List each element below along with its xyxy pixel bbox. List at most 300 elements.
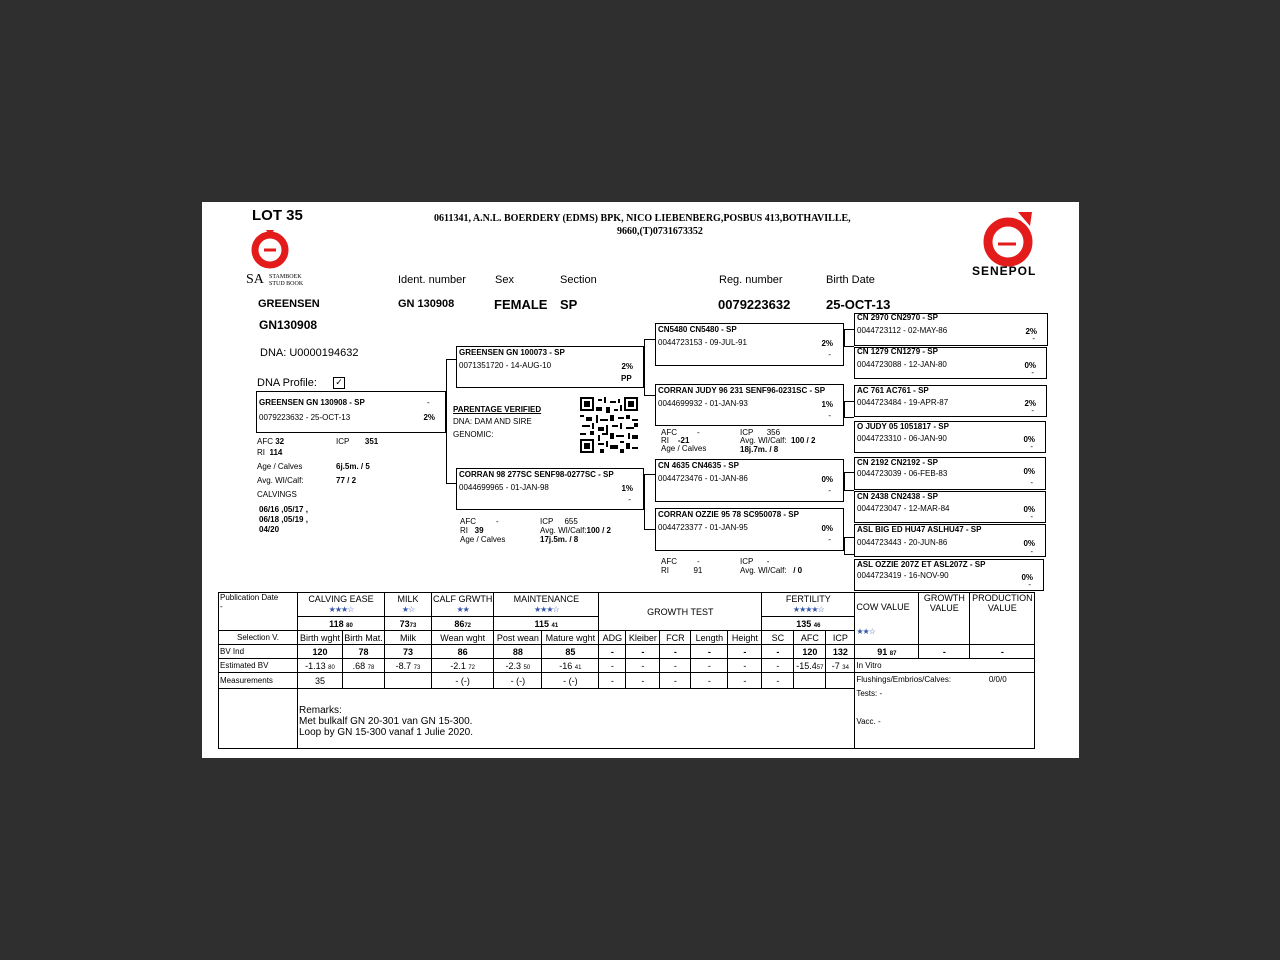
ggp-dash: - bbox=[1030, 512, 1033, 521]
grandparent-pct: 1% bbox=[821, 400, 833, 409]
header-reg: Reg. number bbox=[719, 274, 783, 286]
ggp-pct: 0% bbox=[1023, 467, 1035, 476]
ebv-acc: 41 bbox=[574, 664, 582, 671]
bv-cell: - bbox=[691, 645, 728, 659]
grandparent-reg: 0044723377 - 01-JAN-95 bbox=[658, 523, 748, 532]
remarks-label: Remarks: bbox=[299, 705, 342, 716]
grandparent-box bbox=[655, 459, 844, 502]
meas-cell bbox=[826, 673, 855, 689]
sel-maint bbox=[494, 617, 599, 631]
studbook-logo bbox=[246, 226, 316, 290]
gp2-afc-value: - bbox=[697, 557, 700, 566]
ggp-name: ASL BIG ED HU47 ASLHU47 - SP bbox=[857, 525, 982, 534]
header-ident: Ident. number bbox=[398, 274, 466, 286]
growth-value-header: GROWTH VALUE bbox=[919, 593, 970, 645]
dam-afc bbox=[460, 517, 499, 526]
ggp-dash: - bbox=[1030, 478, 1033, 487]
growth-test-header: GROWTH TEST bbox=[599, 593, 762, 631]
icp-value: 351 bbox=[364, 437, 379, 446]
col-header: Birth Mat. bbox=[344, 632, 383, 643]
milk-header bbox=[385, 593, 432, 617]
col-header: Length bbox=[691, 631, 728, 645]
lot-number: LOT 35 bbox=[252, 207, 303, 224]
header-section: Section bbox=[560, 274, 597, 286]
grandparent-reg: 0044723476 - 01-JAN-86 bbox=[658, 474, 748, 483]
parentage-dna: DNA: DAM AND SIRE bbox=[453, 417, 532, 426]
grandparent-reg: 0044699932 - 01-JAN-93 bbox=[658, 399, 748, 408]
maintenance-header bbox=[494, 593, 599, 617]
ggp-name: CN 2438 CN2438 - SP bbox=[857, 492, 938, 501]
sire-reg: 0071351720 - 14-AUG-10 bbox=[459, 361, 552, 370]
great-grandparent-box bbox=[854, 491, 1046, 523]
ebv-cell bbox=[494, 659, 542, 673]
flush-value: 0/0/0 bbox=[988, 675, 1007, 684]
dam-icp bbox=[540, 517, 578, 526]
connector bbox=[844, 554, 854, 555]
connector bbox=[844, 346, 854, 347]
maintenance-stars-icon: ★★★☆ bbox=[534, 605, 559, 614]
meas-cell bbox=[385, 673, 432, 689]
ggp-dash: - bbox=[1028, 580, 1031, 589]
sel-label: Selection V. bbox=[219, 631, 298, 645]
grandparent-name: CN5480 CN5480 - SP bbox=[658, 325, 737, 334]
col-header: FCR bbox=[660, 631, 691, 645]
in-vitro-label: In Vitro bbox=[855, 659, 1035, 673]
pedigree-sheet bbox=[202, 202, 1079, 758]
subject-name: GREENSEN GN 130908 - SP bbox=[259, 398, 365, 407]
ebv-acc: 80 bbox=[328, 664, 335, 671]
remarks-line-2: Loop by GN 15-300 vanaf 1 Julie 2020. bbox=[299, 727, 474, 738]
bv-cell: - bbox=[599, 645, 626, 659]
connector bbox=[844, 417, 854, 418]
col-header: Wean wght bbox=[432, 631, 494, 645]
pub-date-dash: - bbox=[220, 602, 223, 611]
afc-value: 32 bbox=[275, 437, 285, 446]
production-value-header: PRODUCTION VALUE bbox=[970, 593, 1035, 645]
ggp-name: O JUDY 05 1051817 - SP bbox=[857, 422, 949, 431]
dna-profile-checkbox: ✓ bbox=[333, 377, 345, 389]
age-label: Age / Calves bbox=[257, 462, 303, 471]
grandparent-reg: 0044723153 - 09-JUL-91 bbox=[658, 338, 747, 347]
ebv-acc: 50 bbox=[523, 664, 531, 671]
gp2-ri-label: RI bbox=[661, 566, 669, 575]
sel-milk-value: 73 bbox=[399, 618, 410, 629]
ebv-cell bbox=[794, 659, 826, 673]
cow-value-title: COW VALUE bbox=[856, 602, 910, 612]
sel-calf-value: 86 bbox=[454, 618, 465, 629]
great-grandparent-box bbox=[854, 524, 1046, 557]
dam-ri bbox=[460, 526, 484, 535]
ebv-acc: 34 bbox=[842, 664, 849, 671]
gp2-icp-label: ICP bbox=[740, 557, 754, 566]
grandparent-name: CN 4635 CN4635 - SP bbox=[658, 461, 739, 470]
in-vitro-detail bbox=[855, 673, 1035, 749]
sel-fert-value: 135 bbox=[796, 618, 812, 629]
sire-extra: PP bbox=[621, 374, 632, 383]
grandparent-pct: 0% bbox=[821, 475, 833, 484]
ggp-reg: 0044723088 - 12-JAN-80 bbox=[857, 360, 947, 369]
ebv-cell: - bbox=[660, 659, 691, 673]
dam-name: CORRAN 98 277SC SENF98-0277SC - SP bbox=[459, 470, 614, 479]
great-grandparent-box bbox=[854, 313, 1048, 346]
qr-code bbox=[580, 397, 638, 453]
meas-cell: 35 bbox=[298, 673, 343, 689]
ebv-cell: - bbox=[691, 659, 728, 673]
grandparent-dash: - bbox=[828, 350, 831, 359]
ri-value: 114 bbox=[269, 448, 283, 457]
grandparent-box bbox=[655, 508, 844, 551]
col-header: ICP bbox=[826, 631, 855, 645]
parentage-title: PARENTAGE VERIFIED bbox=[453, 405, 542, 414]
cow-value-header bbox=[855, 593, 919, 645]
remarks-spacer bbox=[219, 689, 298, 749]
gp-ri-value: -21 bbox=[677, 436, 690, 445]
ebv-cell bbox=[542, 659, 599, 673]
connector bbox=[844, 401, 845, 417]
gp2-afc-label: AFC bbox=[661, 557, 677, 566]
gp-age-value: 18j.7m. / 8 bbox=[740, 445, 779, 454]
connector bbox=[844, 472, 854, 473]
ebv-value: -1.13 bbox=[305, 660, 326, 671]
ggp-name: CN 2192 CN2192 - SP bbox=[857, 458, 938, 467]
gp2-icp-value: - bbox=[766, 557, 770, 566]
ebv-value: -8.7 bbox=[395, 660, 412, 671]
dam-ri-label: RI bbox=[460, 526, 468, 535]
ggp-pct: 2% bbox=[1025, 327, 1037, 336]
dam-pct: 1% bbox=[621, 484, 633, 493]
bv-cell: 86 bbox=[432, 645, 494, 659]
gp2-wi bbox=[740, 566, 802, 575]
vacc-text: Vacc. - bbox=[856, 717, 881, 726]
great-grandparent-box bbox=[854, 559, 1044, 591]
dam-reg: 0044699965 - 01-JAN-98 bbox=[459, 483, 549, 492]
connector bbox=[644, 367, 645, 368]
ggp-name: CN 2970 CN2970 - SP bbox=[857, 313, 938, 322]
ri-label bbox=[257, 448, 282, 457]
grandparent-box bbox=[655, 384, 844, 426]
sel-fert bbox=[762, 617, 855, 631]
ebv-value: -15.4 bbox=[796, 660, 817, 671]
dam-age-label: Age / Calves bbox=[460, 535, 506, 544]
ggp-pct: 0% bbox=[1023, 539, 1035, 548]
bv-cell: 73 bbox=[385, 645, 432, 659]
subject-reg: 0079223632 - 25-OCT-13 bbox=[259, 413, 351, 422]
dam-icp-value: 655 bbox=[564, 517, 578, 526]
ebv-value: -2.1 bbox=[450, 660, 466, 671]
meas-cell: - (-) bbox=[432, 673, 494, 689]
tests-text: Tests: - bbox=[856, 689, 883, 698]
bv-cell: 78 bbox=[343, 645, 385, 659]
sel-maint-value: 115 bbox=[534, 618, 549, 629]
grandparent-dash: - bbox=[828, 486, 831, 495]
bv-cell: - bbox=[626, 645, 660, 659]
ebv-cell bbox=[385, 659, 432, 673]
connector bbox=[844, 537, 845, 554]
pub-date-cell bbox=[219, 593, 298, 631]
calvings-3: 04/20 bbox=[259, 525, 280, 534]
ebv-cell: - bbox=[728, 659, 762, 673]
ggp-reg: 0044723112 - 02-MAY-86 bbox=[857, 326, 948, 335]
meas-cell: - bbox=[599, 673, 626, 689]
bv-cell: - bbox=[762, 645, 794, 659]
gp-icp-value: 356 bbox=[766, 428, 781, 437]
gp-wi-value: 100 / 2 bbox=[790, 436, 816, 445]
gp2-ri-value: 91 bbox=[693, 566, 703, 575]
bv-cell: 120 bbox=[298, 645, 343, 659]
pub-date-label: Publication Date bbox=[220, 593, 279, 602]
ggp-reg: 0044723310 - 06-JAN-90 bbox=[857, 434, 947, 443]
gv-bv: - bbox=[919, 645, 970, 659]
dam-ri-value: 39 bbox=[474, 526, 484, 535]
connector bbox=[844, 401, 854, 402]
pv-bv: - bbox=[970, 645, 1035, 659]
animal-herd: GREENSEN bbox=[258, 298, 320, 310]
cow-bv bbox=[855, 645, 919, 659]
calving-ease-header bbox=[298, 593, 385, 617]
ggp-dash: - bbox=[1031, 406, 1034, 415]
ebv-cell bbox=[432, 659, 494, 673]
ggp-dash: - bbox=[1030, 547, 1033, 556]
gp-afc-label: AFC bbox=[661, 428, 677, 437]
cow-stars-icon: ★★☆ bbox=[856, 627, 875, 636]
animal-section: SP bbox=[560, 297, 578, 312]
ebv-acc: 57 bbox=[816, 664, 824, 671]
fertility-title: FERTILITY bbox=[785, 594, 831, 604]
sire-pct: 2% bbox=[621, 362, 633, 371]
sel-maint-acc: 41 bbox=[551, 622, 559, 629]
owner-line-2: 9660,(T)0731673352 bbox=[617, 226, 703, 237]
dam-dash: - bbox=[628, 495, 631, 504]
bv-cell: 132 bbox=[826, 645, 855, 659]
meas-cell bbox=[343, 673, 385, 689]
gp-wi-label: Avg. WI/Calf: bbox=[740, 436, 787, 445]
gp2-ri bbox=[661, 566, 702, 575]
dna-profile-label: DNA Profile: bbox=[257, 377, 317, 389]
connector bbox=[844, 472, 845, 490]
gp-wi bbox=[740, 436, 815, 445]
meas-label: Measurements bbox=[219, 673, 298, 689]
gp-icp-label: ICP bbox=[740, 428, 754, 437]
calvings-label: CALVINGS bbox=[257, 490, 297, 499]
col-header: Milk bbox=[385, 631, 432, 645]
remarks-cell bbox=[298, 689, 855, 749]
milk-title: MILK bbox=[397, 594, 419, 604]
sel-calving-acc: 80 bbox=[346, 622, 353, 629]
afc-label bbox=[257, 437, 284, 446]
grandparent-pct: 2% bbox=[821, 339, 833, 348]
animal-ident: GN 130908 bbox=[398, 298, 455, 310]
meas-cell: - bbox=[728, 673, 762, 689]
dam-age-value: 17j.5m. / 8 bbox=[540, 535, 579, 544]
great-grandparent-box bbox=[854, 385, 1047, 417]
meas-cell: - bbox=[691, 673, 728, 689]
animal-birth: 25-OCT-13 bbox=[826, 297, 891, 312]
meas-cell: - bbox=[762, 673, 794, 689]
sire-box bbox=[456, 346, 644, 388]
calf-stars-icon: ★★ bbox=[456, 605, 469, 614]
ggp-pct: 0% bbox=[1024, 361, 1036, 370]
great-grandparent-box bbox=[854, 347, 1047, 379]
gp-afc-value: - bbox=[697, 428, 700, 437]
ebv-value: -7 bbox=[831, 660, 840, 671]
age-value: 6j.5m. / 5 bbox=[336, 462, 370, 471]
sel-calving bbox=[298, 617, 385, 631]
ggp-pct: 2% bbox=[1024, 399, 1036, 408]
calvings-2: 06/18 ,05/19 , bbox=[259, 515, 308, 524]
ebv-acc: 72 bbox=[468, 664, 476, 671]
fertility-header bbox=[762, 593, 855, 617]
bv-cell: - bbox=[728, 645, 762, 659]
grandparent-dash: - bbox=[828, 411, 831, 420]
ebv-value: .68 bbox=[352, 660, 366, 671]
calving-stars-icon: ★★★☆ bbox=[328, 605, 354, 614]
icp-label-text: ICP bbox=[336, 437, 350, 446]
grandparent-pct: 0% bbox=[821, 524, 833, 533]
gp2-afc bbox=[661, 557, 700, 566]
ebv-value: -2.3 bbox=[505, 660, 521, 671]
subject-dash: - bbox=[427, 398, 430, 407]
header-sex: Sex bbox=[495, 274, 514, 286]
bv-cell: 85 bbox=[542, 645, 599, 659]
dam-afc-label: AFC bbox=[460, 517, 476, 526]
dna-number: DNA: U0000194632 bbox=[260, 347, 359, 359]
ebv-acc: 73 bbox=[413, 664, 421, 671]
ebv-acc: 78 bbox=[367, 664, 375, 671]
dam-wi-value: 100 / 2 bbox=[586, 526, 611, 535]
col-header: Post wean bbox=[494, 631, 542, 645]
ggp-pct: 0% bbox=[1023, 435, 1035, 444]
ebv-cell bbox=[343, 659, 385, 673]
ebv-cell bbox=[826, 659, 855, 673]
bv-cell: 120 bbox=[794, 645, 826, 659]
ggp-dash: - bbox=[1031, 368, 1034, 377]
ebv-label: Estimated BV bbox=[219, 659, 298, 673]
col-header: ADG bbox=[599, 631, 626, 645]
ggp-name: AC 761 AC761 - SP bbox=[857, 386, 929, 395]
senepol-logo-text: SENEPOL bbox=[972, 264, 1037, 278]
ggp-dash: - bbox=[1030, 442, 1033, 451]
great-grandparent-box bbox=[854, 457, 1046, 490]
calvings-1: 06/16 ,05/17 , bbox=[259, 505, 308, 514]
dam-afc-value: - bbox=[496, 517, 499, 526]
bv-cell: - bbox=[660, 645, 691, 659]
ggp-pct: 0% bbox=[1021, 573, 1033, 582]
ggp-reg: 0044723443 - 20-JUN-86 bbox=[857, 538, 948, 547]
cow-bv-value: 91 bbox=[877, 646, 888, 657]
sire-name: GREENSEN GN 100073 - SP bbox=[459, 348, 565, 357]
calf-growth-header bbox=[432, 593, 494, 617]
dam-icp-label: ICP bbox=[540, 517, 554, 526]
grandparent-box bbox=[655, 323, 844, 366]
connector bbox=[844, 329, 854, 330]
dam-box bbox=[456, 468, 644, 510]
animal-sex: FEMALE bbox=[494, 297, 548, 312]
col-header: AFC bbox=[794, 631, 826, 645]
ggp-name: CN 1279 CN1279 - SP bbox=[857, 347, 938, 356]
col-header: SC bbox=[762, 631, 794, 645]
col-header: Kleiber bbox=[626, 631, 660, 645]
cow-bv-acc: 87 bbox=[889, 650, 897, 657]
bv-cell: 88 bbox=[494, 645, 542, 659]
gp2-wi-value: / 0 bbox=[793, 566, 803, 575]
fertility-stars-icon: ★★★★☆ bbox=[792, 605, 824, 614]
connector bbox=[644, 339, 655, 340]
dam-wi bbox=[540, 526, 611, 535]
ggp-reg: 0044723047 - 12-MAR-84 bbox=[857, 504, 950, 513]
meas-cell: - (-) bbox=[542, 673, 599, 689]
grandparent-name: CORRAN JUDY 96 231 SENF96-0231SC - SP bbox=[658, 386, 826, 395]
ggp-reg: 0044723484 - 19-APR-87 bbox=[857, 398, 949, 407]
connector bbox=[844, 490, 854, 491]
logo-sa: SA bbox=[246, 272, 264, 287]
grandparent-dash: - bbox=[828, 535, 831, 544]
connector bbox=[644, 488, 645, 489]
ebv-cell bbox=[298, 659, 343, 673]
bv-label: BV Ind bbox=[219, 645, 298, 659]
connector bbox=[644, 474, 655, 475]
flush-label: Flushings/Embrios/Calves: bbox=[856, 675, 952, 684]
gp2-icp bbox=[740, 557, 769, 566]
owner-line-1: 0611341, A.N.L. BOERDERY (EDMS) BPK, NICO LIEBENBERG,POSBUS 413,BOTHAVILLE, bbox=[434, 213, 851, 224]
subject-pct: 2% bbox=[423, 413, 435, 422]
meas-cell: - bbox=[660, 673, 691, 689]
qr-code-icon bbox=[580, 397, 638, 453]
dam-wi-label: Avg. WI/Calf: bbox=[540, 526, 587, 535]
connector bbox=[446, 359, 447, 483]
sel-calf-acc: 72 bbox=[464, 622, 472, 629]
connector bbox=[644, 395, 655, 396]
gp-ri-label: RI bbox=[661, 436, 669, 445]
sel-calving-value: 118 bbox=[329, 618, 344, 629]
icp-label bbox=[336, 437, 378, 446]
col-header: Mature wght bbox=[542, 631, 599, 645]
ggp-name: ASL OZZIE 207Z ET ASL207Z - SP bbox=[857, 560, 986, 569]
meas-cell: - bbox=[626, 673, 660, 689]
meas-cell: - (-) bbox=[494, 673, 542, 689]
animal-code: GN130908 bbox=[259, 318, 318, 332]
wi-value: 77 / 2 bbox=[336, 476, 357, 485]
ggp-pct: 0% bbox=[1023, 505, 1035, 514]
calf-growth-title: CALF GRWTH bbox=[433, 594, 493, 604]
ebv-cell: - bbox=[599, 659, 626, 673]
sel-milk-acc: 73 bbox=[409, 622, 417, 629]
maintenance-title: MAINTENANCE bbox=[513, 594, 580, 604]
parentage-genomic: GENOMIC: bbox=[453, 430, 494, 439]
gp-age-label: Age / Calves bbox=[661, 444, 707, 453]
senepol-emblem-icon bbox=[970, 210, 1054, 268]
animal-reg: 0079223632 bbox=[718, 297, 791, 312]
ri-label-text: RI bbox=[257, 448, 265, 457]
milk-stars-icon: ★☆ bbox=[401, 605, 415, 614]
afc-label-text: AFC bbox=[257, 437, 273, 446]
connector bbox=[844, 537, 854, 538]
col-header: Birth wght bbox=[298, 631, 343, 645]
wi-label: Avg. WI/Calf: bbox=[257, 476, 304, 485]
ebv-cell: - bbox=[762, 659, 794, 673]
ggp-reg: 0044723039 - 06-FEB-83 bbox=[857, 469, 948, 478]
logo-line-1: STAMBOEK bbox=[269, 274, 302, 280]
connector bbox=[844, 329, 845, 346]
great-grandparent-box bbox=[854, 421, 1046, 453]
calving-ease-title: CALVING EASE bbox=[308, 594, 374, 604]
grandparent-name: CORRAN OZZIE 95 78 SC950078 - SP bbox=[658, 510, 799, 519]
subject-animal-box bbox=[256, 391, 446, 433]
sel-calf bbox=[432, 617, 494, 631]
ebv-cell: - bbox=[626, 659, 660, 673]
breeding-values-table bbox=[218, 592, 1035, 749]
remarks-line-1: Met bulkalf GN 20-301 van GN 15-300. bbox=[299, 716, 473, 727]
logo-line-2: STUD BOOK bbox=[269, 281, 304, 287]
